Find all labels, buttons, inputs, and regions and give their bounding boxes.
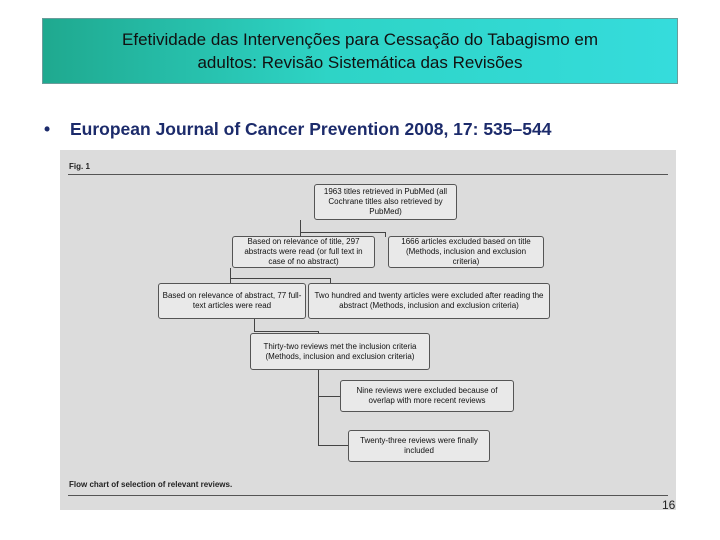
bottom-rule [68,495,668,496]
top-rule [68,174,668,175]
bullet-text: European Journal of Cancer Prevention 2008, 17: 535–544 [70,119,552,139]
connector-line [385,232,386,237]
pubmed-titles-box: 1963 titles retrieved in PubMed (all Cochrane titles also retrieved by PubMed) [314,184,457,220]
figure-caption: Flow chart of selection of relevant reviews. [69,480,233,489]
connector-line [254,331,319,332]
finally-included-box: Twenty-three reviews were finally included [348,430,490,462]
abstract-excluded-box: Two hundred and twenty articles were excluded after reading the abstract (Methods, inclusion and exclusion criteria) [308,283,550,319]
connector-line [230,278,331,279]
bullet-marker: • [44,119,51,139]
abstract-relevance-box: Based on relevance of abstract, 77 full-text articles were read [158,283,306,319]
connector-line [230,268,231,278]
title-relevance-box: Based on relevance of title, 297 abstracts were read (or full text in case of no abstract) [232,236,375,268]
flowchart-figure [60,150,676,510]
connector-line [300,232,386,233]
connector-line [318,396,340,397]
slide-title-line-1: Efetividade das Intervenções para Cessação do Tabagismo em [122,30,598,49]
slide-title [42,18,678,84]
connector-line [318,445,348,446]
met-criteria-box: Thirty-two reviews met the inclusion criteria (Methods, inclusion and exclusion criteria) [250,333,430,370]
connector-line [254,319,255,331]
bullet-item [44,119,551,140]
figure-label: Fig. 1 [69,162,90,171]
connector-line [318,370,319,446]
slide-title-line-2: adultos: Revisão Sistemática das Revisões [197,53,523,72]
title-excluded-box: 1666 articles excluded based on title (Methods, inclusion and exclusion criteria) [388,236,544,268]
connector-line [300,220,301,232]
page-number: 16 [662,498,676,512]
overlap-excluded-box: Nine reviews were excluded because of overlap with more recent reviews [340,380,514,412]
